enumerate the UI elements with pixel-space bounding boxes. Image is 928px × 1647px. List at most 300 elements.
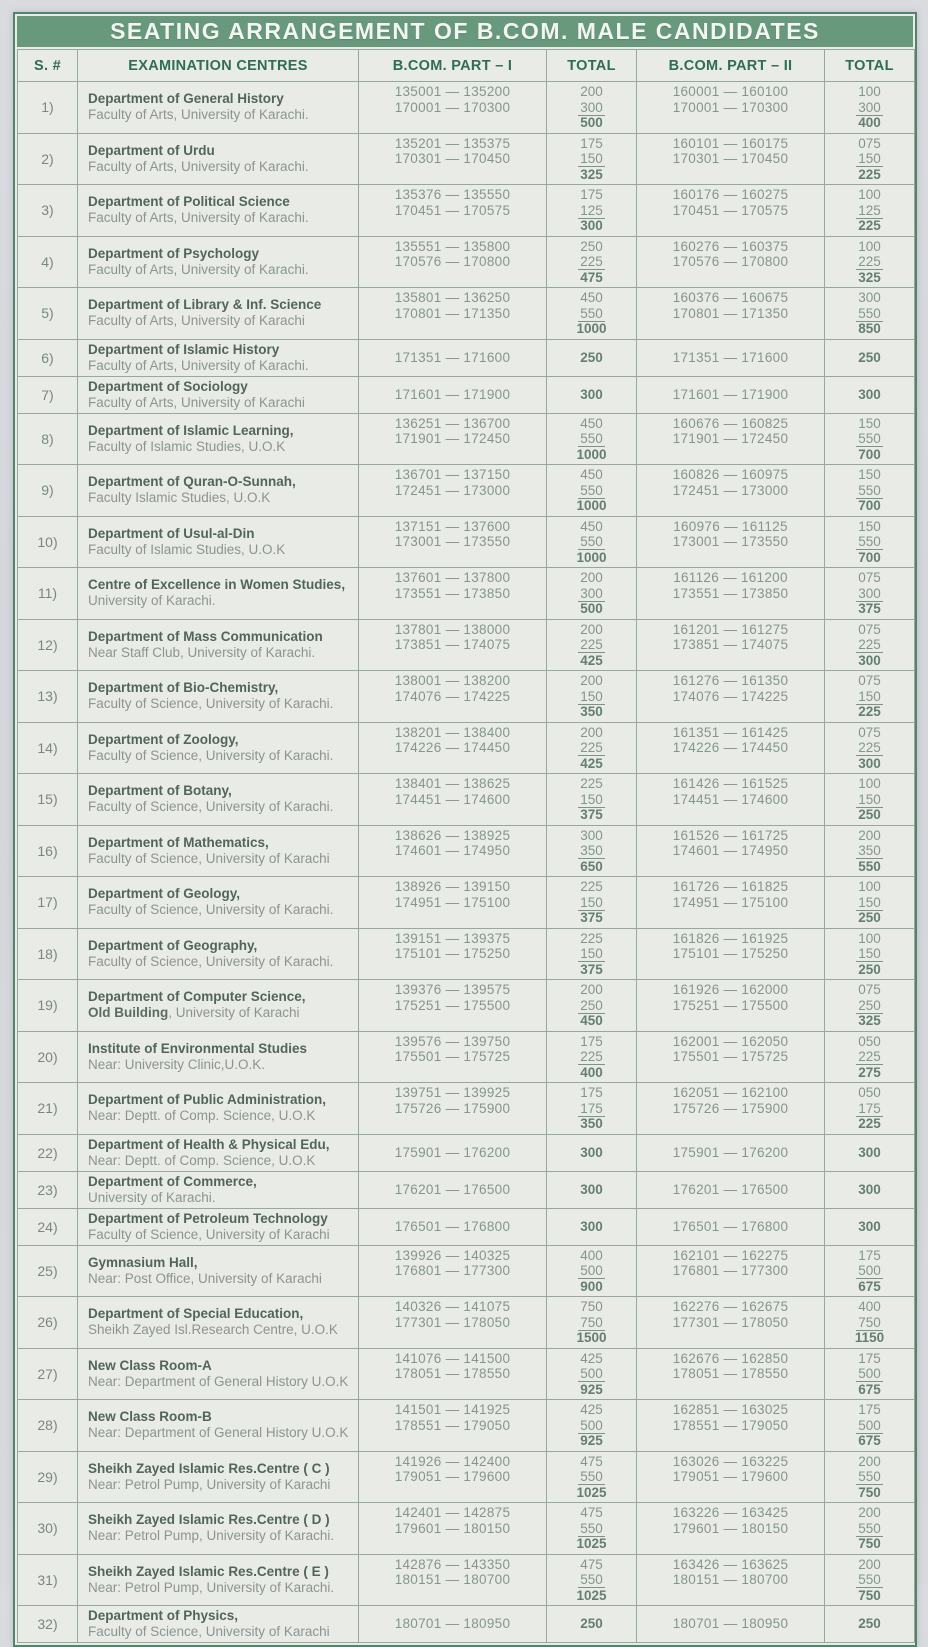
total-value: 1025 <box>576 1587 607 1603</box>
seat-range: 174076 — 174225 <box>672 688 789 704</box>
total-value: 225 <box>580 879 603 894</box>
seat-range: 175501 — 175725 <box>394 1049 511 1064</box>
total-value: 500 <box>858 1417 881 1433</box>
centre-cell <box>78 376 359 413</box>
centre-name: Department of Commerce, <box>88 1173 257 1189</box>
total-value: 075 <box>858 621 881 637</box>
total-value: 300 <box>580 99 603 115</box>
part2-total-cell <box>825 1400 915 1452</box>
header-row <box>18 50 915 82</box>
centre-subtitle: Faculty of Arts, University of Karachi <box>88 394 305 410</box>
part2-total-cell <box>825 1134 915 1171</box>
part1-total-cell <box>547 619 637 671</box>
seat-range: 162101 — 162275 <box>672 1247 789 1263</box>
centre-cell <box>78 1171 359 1208</box>
total-value: 125 <box>580 202 603 218</box>
centre-subtitle: Near: Deptt. of Comp. Science, U.O.K <box>88 1152 316 1168</box>
total-value: 450 <box>580 518 603 534</box>
centre-subtitle: Faculty Islamic Studies, U.O.K <box>88 490 271 506</box>
table-row <box>18 928 915 980</box>
part2-ranges-cell <box>637 980 825 1032</box>
total-value: 475 <box>580 1556 603 1572</box>
total-value: 225 <box>580 637 603 652</box>
total-value: 1150 <box>854 1330 885 1345</box>
part1-total-cell <box>547 516 637 568</box>
table-row <box>18 82 915 134</box>
centre-subtitle: Faculty of Arts, University of Karachi. <box>88 107 309 123</box>
part2-ranges-cell <box>637 236 825 288</box>
centre-name: Department of Zoology, <box>88 731 239 747</box>
total-value: 200 <box>858 1505 881 1520</box>
centre-name: Department of Public Administration, <box>88 1092 327 1108</box>
part1-total-cell <box>547 722 637 774</box>
total-value: 675 <box>858 1433 881 1448</box>
seat-range: 139926 — 140325 <box>394 1247 511 1263</box>
seat-range: 139576 — 139750 <box>394 1033 511 1049</box>
total-value: 225 <box>858 166 881 182</box>
seat-range: 176201 — 176500 <box>672 1181 789 1197</box>
table-row <box>18 1400 915 1452</box>
seat-range: 141076 — 141500 <box>394 1350 511 1366</box>
centre-subtitle: Near Staff Club, University of Karachi. <box>88 644 316 660</box>
table-row <box>18 413 915 465</box>
seat-range: 173851 — 174075 <box>394 637 511 652</box>
centre-cell <box>78 568 359 620</box>
total-value: 250 <box>580 997 603 1013</box>
total-value: 075 <box>858 570 881 585</box>
seat-range: 175726 — 175900 <box>672 1100 789 1116</box>
col-header-part1: B.COM. PART – I <box>359 50 547 82</box>
seat-range: 171601 — 171900 <box>672 386 789 402</box>
seat-range: 171351 — 171600 <box>672 349 789 365</box>
total-value: 925 <box>580 1381 603 1397</box>
centre-subtitle: University of Karachi. <box>88 1189 216 1205</box>
part1-total-cell <box>547 465 637 517</box>
serial-cell: 7) <box>18 376 78 413</box>
serial-cell: 6) <box>18 339 78 376</box>
total-value: 200 <box>580 724 603 740</box>
centre-name: Department of Special Education, <box>88 1306 304 1322</box>
total-value: 150 <box>858 946 881 961</box>
total-value: 425 <box>580 652 603 668</box>
table-row <box>18 133 915 185</box>
centre-cell <box>78 1348 359 1400</box>
seat-range: 177301 — 178050 <box>394 1314 511 1330</box>
table-row <box>18 185 915 237</box>
total-value: 300 <box>858 1144 881 1160</box>
total-value: 200 <box>580 84 603 99</box>
part2-total-cell <box>825 928 915 980</box>
seat-range: 174951 — 175100 <box>672 894 789 910</box>
seat-range: 162001 — 162050 <box>672 1033 789 1049</box>
centre-cell <box>78 236 359 288</box>
serial-cell: 11) <box>18 568 78 620</box>
seat-range: 138626 — 138925 <box>394 827 511 843</box>
seat-range: 170576 — 170800 <box>672 254 789 269</box>
centre-name: Department of General History <box>88 91 284 107</box>
total-value: 175 <box>858 1402 881 1417</box>
table-row <box>18 568 915 620</box>
centre-subtitle: Near: Post Office, University of Karachi <box>88 1270 322 1286</box>
total-value: 225 <box>858 740 881 755</box>
centre-name: Department of Islamic Learning, <box>88 422 294 438</box>
total-value: 550 <box>580 1469 603 1484</box>
centre-subtitle: Faculty of Arts, University of Karachi. <box>88 357 309 373</box>
seating-table <box>17 49 915 1643</box>
seat-range: 161826 — 161925 <box>672 930 789 946</box>
seat-range: 175251 — 175500 <box>394 997 511 1013</box>
col-header-part2: B.COM. PART – II <box>637 50 825 82</box>
seat-range: 161276 — 161350 <box>672 673 789 688</box>
part2-total-cell <box>825 376 915 413</box>
serial-cell: 29) <box>18 1451 78 1503</box>
total-value: 750 <box>580 1299 603 1314</box>
seat-range: 179601 — 180150 <box>672 1520 789 1536</box>
seat-range: 173851 — 174075 <box>672 637 789 652</box>
total-value: 375 <box>580 910 603 925</box>
part2-ranges-cell <box>637 1134 825 1171</box>
part1-total-cell <box>547 82 637 134</box>
seat-range: 160676 — 160825 <box>672 415 789 431</box>
total-value: 1025 <box>576 1536 607 1551</box>
part2-ranges-cell <box>637 722 825 774</box>
total-value: 375 <box>580 807 603 822</box>
centre-name: Department of Political Science <box>88 194 290 210</box>
total-value: 325 <box>580 166 603 182</box>
seat-range: 162676 — 162850 <box>672 1350 789 1366</box>
serial-cell: 32) <box>18 1606 78 1643</box>
seat-range: 170301 — 170450 <box>394 151 511 166</box>
total-value: 300 <box>858 755 881 771</box>
part1-ranges-cell <box>359 671 547 723</box>
seat-range: 178051 — 178550 <box>394 1366 511 1381</box>
total-value: 550 <box>858 482 881 498</box>
col-header-total2: TOTAL <box>825 50 915 82</box>
centre-cell <box>78 1083 359 1135</box>
centre-subtitle: Faculty of Science, University of Karachi. <box>88 799 334 815</box>
centre-subtitle: Faculty of Science, University of Karachi. <box>88 902 334 918</box>
part1-total-cell <box>547 928 637 980</box>
total-value: 175 <box>580 1085 603 1100</box>
total-value: 300 <box>858 1218 881 1234</box>
part2-total-cell <box>825 1245 915 1297</box>
seat-range: 175251 — 175500 <box>672 997 789 1013</box>
total-value: 075 <box>858 673 881 688</box>
total-value: 225 <box>858 254 881 269</box>
part2-ranges-cell <box>637 1348 825 1400</box>
centre-subtitle: Faculty of Science, University of Karachi <box>88 1624 330 1639</box>
centre-subtitle: Near: Department of General History U.O.K <box>88 1425 349 1441</box>
total-value: 250 <box>858 1616 881 1632</box>
col-header-sn: S. # <box>18 50 78 82</box>
seat-range: 180701 — 180950 <box>394 1616 511 1632</box>
centre-name: New Class Room-B <box>88 1409 212 1425</box>
table-row <box>18 1297 915 1349</box>
part1-total-cell <box>547 1171 637 1208</box>
total-value: 175 <box>580 187 603 202</box>
seat-range: 179051 — 179600 <box>394 1469 511 1484</box>
total-value: 550 <box>858 534 881 549</box>
part2-total-cell <box>825 1503 915 1555</box>
total-value: 475 <box>580 269 603 285</box>
total-value: 200 <box>858 1556 881 1572</box>
total-value: 250 <box>858 910 881 925</box>
seat-range: 176201 — 176500 <box>394 1181 511 1197</box>
total-value: 700 <box>858 549 881 565</box>
total-value: 300 <box>580 585 603 601</box>
part1-ranges-cell <box>359 288 547 340</box>
seat-range: 137151 — 137600 <box>394 518 511 534</box>
part1-total-cell <box>547 1297 637 1349</box>
seat-range: 175901 — 176200 <box>672 1144 789 1160</box>
seat-range: 179051 — 179600 <box>672 1469 789 1484</box>
centre-name: Department of Geology, <box>88 886 241 902</box>
seat-range: 160101 — 160175 <box>672 135 789 151</box>
total-value: 250 <box>858 807 881 822</box>
total-value: 550 <box>858 858 881 874</box>
seat-range: 170001 — 170300 <box>672 99 789 115</box>
total-value: 075 <box>858 135 881 151</box>
centre-cell <box>78 1134 359 1171</box>
part1-ranges-cell <box>359 185 547 237</box>
seat-range: 161201 — 161275 <box>672 621 789 637</box>
seat-range: 175726 — 175900 <box>394 1100 511 1116</box>
centre-subtitle: Near: Department of General History U.O.K <box>88 1373 349 1389</box>
part1-total-cell <box>547 1451 637 1503</box>
part1-total-cell <box>547 376 637 413</box>
total-value: 750 <box>858 1314 881 1330</box>
total-value: 275 <box>858 1064 881 1080</box>
part1-ranges-cell <box>359 568 547 620</box>
part2-ranges-cell <box>637 671 825 723</box>
seat-range: 138201 — 138400 <box>394 724 511 740</box>
part1-ranges-cell <box>359 236 547 288</box>
seat-range: 180151 — 180700 <box>672 1572 789 1587</box>
seat-range: 137801 — 138000 <box>394 621 511 637</box>
part1-ranges-cell <box>359 928 547 980</box>
total-value: 300 <box>580 386 603 402</box>
centre-subtitle: Faculty of Science, University of Karachi <box>88 850 330 866</box>
part1-ranges-cell <box>359 82 547 134</box>
part2-ranges-cell <box>637 1554 825 1606</box>
total-value: 250 <box>858 997 881 1013</box>
serial-cell: 4) <box>18 236 78 288</box>
serial-cell: 24) <box>18 1208 78 1245</box>
part2-total-cell <box>825 774 915 826</box>
part2-total-cell <box>825 1083 915 1135</box>
table-row <box>18 722 915 774</box>
total-value: 300 <box>580 218 603 233</box>
seat-range: 175101 — 175250 <box>394 946 511 961</box>
total-value: 550 <box>580 305 603 321</box>
part2-ranges-cell <box>637 82 825 134</box>
total-value: 425 <box>580 1402 603 1417</box>
total-value: 050 <box>858 1085 881 1100</box>
centre-name: Department of Psychology <box>88 245 260 261</box>
part1-ranges-cell <box>359 825 547 877</box>
seat-range: 175101 — 175250 <box>672 946 789 961</box>
seat-range: 137601 — 137800 <box>394 570 511 585</box>
part1-total-cell <box>547 1606 637 1643</box>
seat-range: 179601 — 180150 <box>394 1520 511 1536</box>
seat-range: 178551 — 179050 <box>672 1417 789 1433</box>
part2-ranges-cell <box>637 133 825 185</box>
total-value: 425 <box>580 1350 603 1366</box>
total-value: 500 <box>858 1366 881 1381</box>
seat-range: 161726 — 161825 <box>672 879 789 894</box>
centre-cell <box>78 825 359 877</box>
total-value: 150 <box>580 791 603 807</box>
centre-subtitle: Faculty of Science, University of Karachi <box>88 1226 330 1242</box>
part1-ranges-cell <box>359 133 547 185</box>
part1-total-cell <box>547 980 637 1032</box>
centre-subtitle: Faculty of Arts, University of Karachi. <box>88 210 309 226</box>
serial-cell: 18) <box>18 928 78 980</box>
centre-cell <box>78 516 359 568</box>
seat-range: 162051 — 162100 <box>672 1085 789 1100</box>
serial-cell: 28) <box>18 1400 78 1452</box>
title-bar <box>17 16 913 47</box>
total-value: 350 <box>580 704 603 719</box>
seat-range: 141926 — 142400 <box>394 1453 511 1469</box>
total-value: 225 <box>858 637 881 652</box>
centre-name: Department of Urdu <box>88 142 215 158</box>
total-value: 675 <box>858 1278 881 1294</box>
serial-cell: 3) <box>18 185 78 237</box>
total-value: 550 <box>580 1572 603 1587</box>
table-row <box>18 236 915 288</box>
total-value: 500 <box>580 1263 603 1278</box>
seat-range: 142876 — 143350 <box>394 1556 511 1572</box>
serial-cell: 9) <box>18 465 78 517</box>
serial-cell: 16) <box>18 825 78 877</box>
part2-total-cell <box>825 722 915 774</box>
part1-total-cell <box>547 1031 637 1083</box>
seat-range: 180701 — 180950 <box>672 1616 789 1632</box>
total-value: 300 <box>580 827 603 843</box>
total-value: 175 <box>580 1033 603 1049</box>
centre-subtitle: Near: Petrol Pump, University of Karachi. <box>88 1528 335 1544</box>
centre-name: Department of Usul-al-Din <box>88 525 255 541</box>
seat-range: 138926 — 139150 <box>394 879 511 894</box>
table-row <box>18 774 915 826</box>
total-value: 175 <box>858 1247 881 1263</box>
total-value: 650 <box>580 858 603 874</box>
centre-cell <box>78 722 359 774</box>
total-value: 150 <box>580 946 603 961</box>
total-value: 500 <box>580 115 603 130</box>
centre-name: Gymnasium Hall, <box>88 1254 198 1270</box>
centre-subtitle: University of Karachi. <box>88 593 216 609</box>
part1-total-cell <box>547 288 637 340</box>
part2-total-cell <box>825 1171 915 1208</box>
seat-range: 161126 — 161200 <box>673 570 788 585</box>
seat-range: 161351 — 161425 <box>672 724 789 740</box>
part2-total-cell <box>825 568 915 620</box>
total-value: 450 <box>580 415 603 431</box>
centre-name: Centre of Excellence in Women Studies, <box>88 577 346 593</box>
serial-cell: 15) <box>18 774 78 826</box>
total-value: 550 <box>858 1520 881 1536</box>
part2-ranges-cell <box>637 1451 825 1503</box>
total-value: 550 <box>580 431 603 446</box>
seat-range: 173551 — 173850 <box>672 585 789 601</box>
total-value: 225 <box>858 218 881 233</box>
seat-range: 180151 — 180700 <box>394 1572 511 1587</box>
seat-range: 173001 — 173550 <box>672 534 789 549</box>
total-value: 400 <box>580 1064 603 1080</box>
table-row <box>18 1245 915 1297</box>
total-value: 675 <box>858 1381 881 1397</box>
total-value: 750 <box>858 1536 881 1551</box>
seat-range: 161426 — 161525 <box>672 776 789 791</box>
centre-name: Department of Mathematics, <box>88 834 269 850</box>
col-header-centres: EXAMINATION CENTRES <box>78 50 359 82</box>
centre-name: Sheikh Zayed Islamic Res.Centre ( C ) <box>88 1460 330 1476</box>
part1-ranges-cell <box>359 877 547 929</box>
part2-ranges-cell <box>637 877 825 929</box>
seat-range: 162851 — 163025 <box>672 1402 789 1417</box>
total-value: 225 <box>858 1116 881 1131</box>
total-value: 1000 <box>576 549 607 565</box>
centre-cell <box>78 928 359 980</box>
part2-total-cell <box>825 1348 915 1400</box>
centre-cell <box>78 185 359 237</box>
centre-subtitle: Sheikh Zayed Isl.Research Centre, U.O.K <box>88 1322 338 1338</box>
total-value: 900 <box>580 1278 603 1294</box>
centre-subtitle: Near: Deptt. of Comp. Science, U.O.K <box>88 1108 316 1124</box>
centre-subtitle: Near: Petrol Pump, University of Karachi. <box>88 1579 335 1595</box>
centre-name: Department of Mass Communication <box>88 628 323 644</box>
total-value: 1000 <box>576 321 607 336</box>
part2-ranges-cell <box>637 413 825 465</box>
seat-range: 136701 — 137150 <box>394 467 511 482</box>
centre-cell <box>78 1503 359 1555</box>
centre-subtitle: Faculty of Arts, University of Karachi. <box>88 261 309 277</box>
table-row <box>18 1348 915 1400</box>
serial-cell: 30) <box>18 1503 78 1555</box>
total-value: 550 <box>858 1572 881 1587</box>
centre-cell <box>78 1606 359 1643</box>
seat-range: 136251 — 136700 <box>394 415 511 431</box>
total-value: 300 <box>858 652 881 668</box>
part1-total-cell <box>547 236 637 288</box>
part2-total-cell <box>825 465 915 517</box>
seat-range: 170451 — 170575 <box>672 202 789 218</box>
part2-ranges-cell <box>637 288 825 340</box>
centre-name: Department of Botany, <box>88 783 232 799</box>
seat-range: 174451 — 174600 <box>394 791 511 807</box>
seat-range: 160976 — 161125 <box>673 518 788 534</box>
total-value: 500 <box>858 1263 881 1278</box>
seat-range: 135801 — 136250 <box>394 290 511 305</box>
total-value: 750 <box>858 1484 881 1500</box>
total-value: 425 <box>580 755 603 771</box>
part2-total-cell <box>825 413 915 465</box>
part1-total-cell <box>547 877 637 929</box>
seat-range: 170451 — 170575 <box>394 202 511 218</box>
total-value: 850 <box>858 321 881 336</box>
part2-ranges-cell <box>637 1503 825 1555</box>
table-row <box>18 465 915 517</box>
serial-cell: 21) <box>18 1083 78 1135</box>
part1-ranges-cell <box>359 1031 547 1083</box>
total-value: 325 <box>858 269 881 285</box>
part2-ranges-cell <box>637 1245 825 1297</box>
seat-range: 139376 — 139575 <box>394 982 511 997</box>
total-value: 200 <box>858 827 881 843</box>
part1-total-cell <box>547 1554 637 1606</box>
